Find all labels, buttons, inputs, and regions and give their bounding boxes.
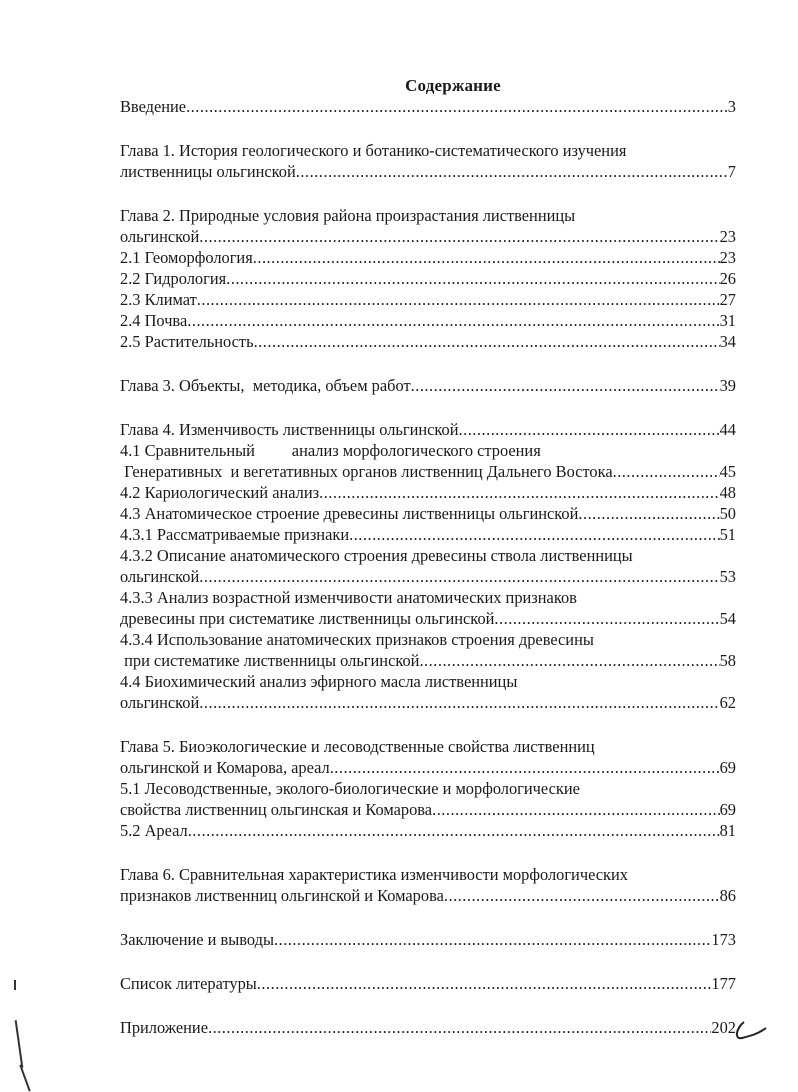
toc-entry-line: 4.3.3 Анализ возрастной изменчивости анатомических признаков xyxy=(120,588,577,607)
table-of-contents xyxy=(120,96,736,1038)
scan-mark xyxy=(14,980,16,990)
toc-entry[interactable]: Глава 4. Изменчивость лиственницы ольгинской ..... 44 xyxy=(120,419,736,440)
toc-entry-line: Глава 5. Биоэкологические и лесоводственные свойства лиственниц xyxy=(120,737,595,756)
toc-entry-line: 5.1 Лесоводственные, эколого-биологические и морфологические xyxy=(120,779,580,798)
toc-entry[interactable]: свойства лиственниц ольгинская и Комарова ..... 69 xyxy=(120,799,736,820)
toc-entry[interactable]: ольгинской и Комарова, ареал ..... 69 xyxy=(120,757,736,778)
toc-entry-line: 4.1 Сравнительный анализ морфологического строения xyxy=(120,441,541,460)
toc-entry[interactable]: Генеративных и вегетативных органов лиственниц Дальнего Востока ..... 45 xyxy=(120,461,736,482)
toc-entry[interactable]: Заключение и выводы ..... 173 xyxy=(120,929,736,950)
toc-entry[interactable]: 2.5 Растительность ..... 34 xyxy=(120,331,736,352)
toc-entry[interactable]: 2.3 Климат ..... 27 xyxy=(120,289,736,310)
toc-entry[interactable]: 4.3.1 Рассматриваемые признаки ..... 51 xyxy=(120,524,736,545)
toc-entry[interactable]: ольгинской ..... 62 xyxy=(120,692,736,713)
pen-mark xyxy=(730,1018,770,1042)
toc-entry[interactable]: ольгинской ..... 23 xyxy=(120,226,736,247)
toc-entry[interactable]: 2.2 Гидрология ..... 26 xyxy=(120,268,736,289)
toc-entry[interactable]: 5.2 Ареал ..... 81 xyxy=(120,820,736,841)
toc-entry[interactable]: 2.1 Геоморфология ..... 23 xyxy=(120,247,736,268)
toc-entry[interactable]: признаков лиственниц ольгинской и Комарова ..... 86 xyxy=(120,885,736,906)
toc-entry-line: Глава 1. История геологического и ботанико-систематического изучения xyxy=(120,141,627,160)
toc-entry[interactable]: Список литературы ..... 177 xyxy=(120,973,736,994)
toc-entry[interactable]: Введение ..... 3 xyxy=(120,96,736,117)
toc-entry-line: 4.4 Биохимический анализ эфирного масла лиственницы xyxy=(120,672,518,691)
toc-title: Содержание xyxy=(405,76,501,95)
toc-entry-line: Глава 2. Природные условия района произрастания лиственницы xyxy=(120,206,576,225)
toc-entry-line: Глава 6. Сравнительная характеристика изменчивости морфологических xyxy=(120,865,628,884)
toc-entry[interactable]: 4.3 Анатомическое строение древесины лиственницы ольгинской ..... 50 xyxy=(120,503,736,524)
toc-entry[interactable]: при систематике лиственницы ольгинской ..... 58 xyxy=(120,650,736,671)
toc-entry[interactable]: древесины при систематике лиственницы ольгинской ..... 54 xyxy=(120,608,736,629)
toc-entry[interactable]: Приложение ..... 202 xyxy=(120,1017,736,1038)
scan-mark xyxy=(19,1065,30,1092)
scan-mark xyxy=(15,1020,24,1068)
toc-entry[interactable]: Глава 3. Объекты, методика, объем работ ..... 39 xyxy=(120,375,736,396)
toc-entry[interactable]: 2.4 Почва ..... 31 xyxy=(120,310,736,331)
toc-entry-line: 4.3.2 Описание анатомического строения древесины ствола лиственницы xyxy=(120,546,633,565)
toc-entry[interactable]: ольгинской ..... 53 xyxy=(120,566,736,587)
toc-entry-line: 4.3.4 Использование анатомических признаков строения древесины xyxy=(120,630,594,649)
toc-entry[interactable]: лиственницы ольгинской ..... 7 xyxy=(120,161,736,182)
toc-entry[interactable]: 4.2 Кариологический анализ ..... 48 xyxy=(120,482,736,503)
